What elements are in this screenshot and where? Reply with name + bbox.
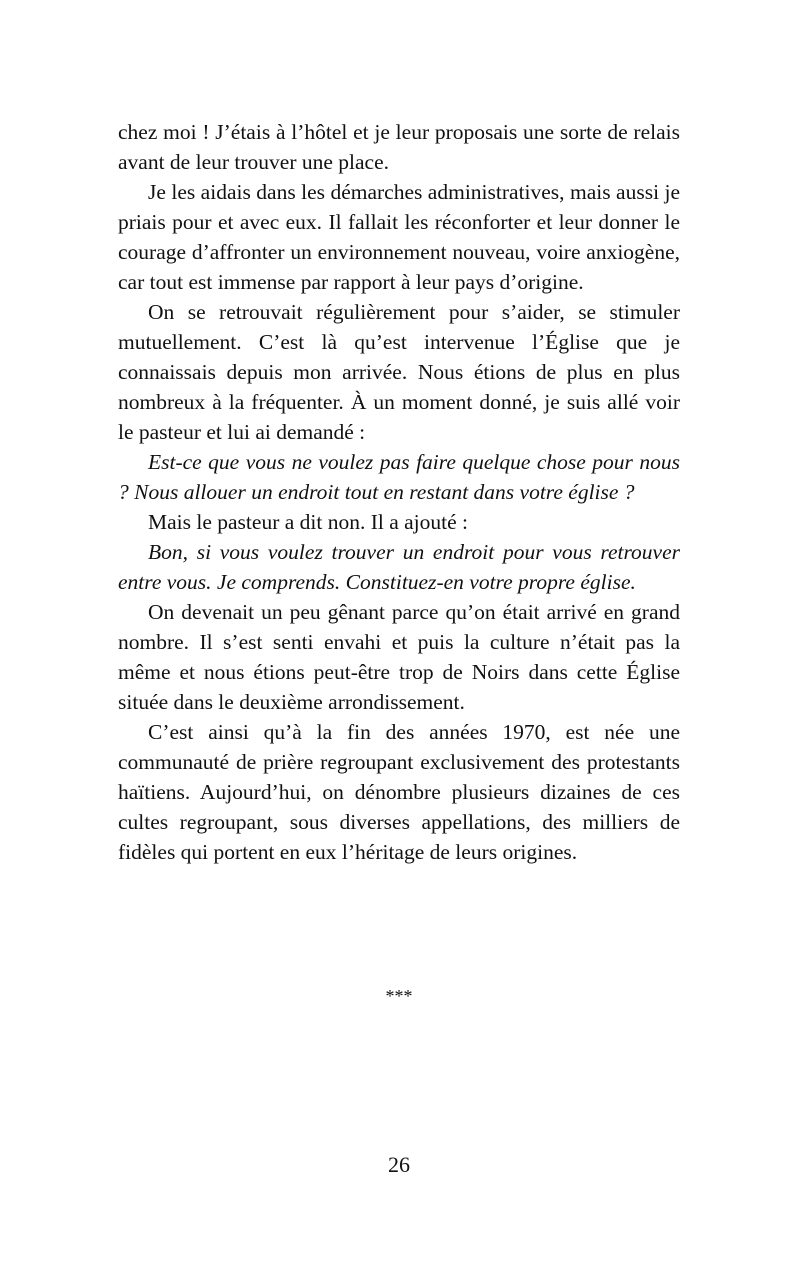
paragraph: Mais le pasteur a dit non. Il a ajouté : [148, 510, 469, 534]
paragraph-continued: chez moi ! J’étais à l’hôtel et je leur proposais une sorte de relais avant de leur trouver une place. [118, 120, 680, 174]
page-number: 26 [388, 1152, 410, 1177]
paragraph: On se retrouvait régulièrement pour s’aider, se stimuler mutuellement. C’est là qu’est intervenue l’Église que je connaissais depuis mon arrivée. Nous étions de plus en plus nombreux à la fréquenter. À un moment donné, je suis allé voir le pasteur et lui ai demandé : [118, 300, 680, 444]
paragraph: On devenait un peu gênant parce qu’on était arrivé en grand nombre. Il s’est senti envahi et puis la culture n’était pas la même et nous étions peut-être trop de Noirs dans cette Église située dans le deuxième arrondissement. [118, 600, 680, 714]
section-separator: *** [385, 986, 413, 1006]
italic-quote: Est-ce que vous ne voulez pas faire quelque chose pour nous ? Nous allouer un endroit tout en restant dans votre église ? [118, 450, 680, 504]
italic-quote: Bon, si vous voulez trouver un endroit pour vous retrouver entre vous. Je comprends. Constituez-en votre propre église. [118, 540, 680, 594]
body-text [118, 117, 680, 867]
paragraph: C’est ainsi qu’à la fin des années 1970, est née une communauté de prière regroupant exclusivement des protestants haïtiens. Aujourd’hui, on dénombre plusieurs dizaines de ces cultes regroupant, sous diverses appellations, des milliers de fidèles qui portent en eux l’héritage de leurs origines. [118, 720, 680, 864]
paragraph: Je les aidais dans les démarches administratives, mais aussi je priais pour et avec eux. Il fallait les réconforter et leur donner le courage d’affronter un environnement nouveau, voire anxiogène, car tout est immense par rapport à leur pays d’origine. [118, 180, 680, 294]
